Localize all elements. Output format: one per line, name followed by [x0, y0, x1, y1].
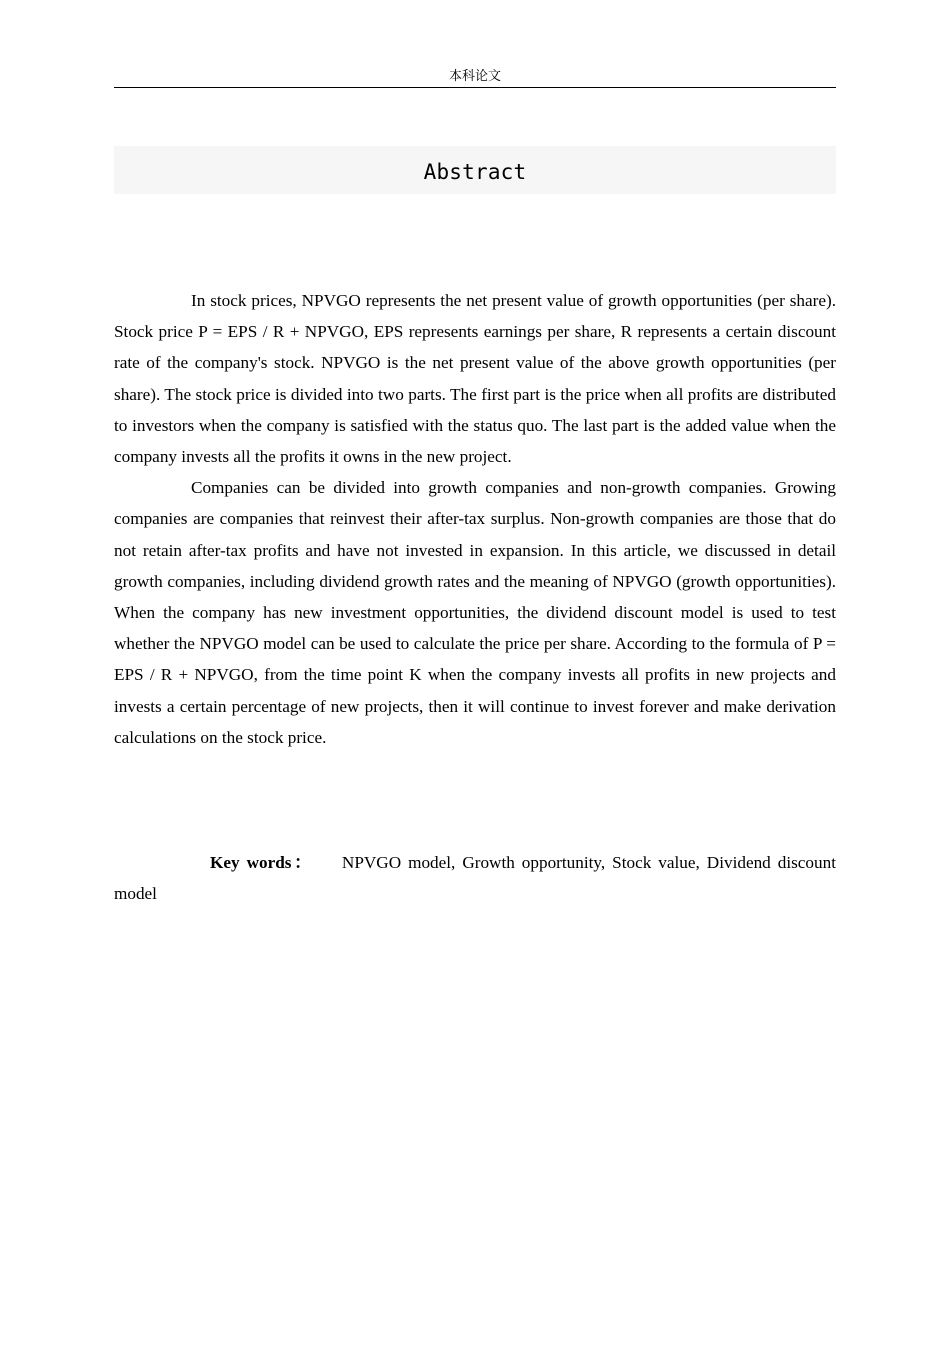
abstract-paragraph-2: Companies can be divided into growth companies and non-growth companies. Growing companies are companies that reinvest their after-tax surplus. Non-growth companies are those that do not retain after-tax profits and have not invested in expansion. In this article, we discussed in detail growth companies, including dividend growth rates and the meaning of NPVGO (growth opportunities). When the company has new investment opportunities, the dividend discount model is used to test whether the NPVGO model can be used to calculate the price per share. According to the formula of P = EPS / R + NPVGO, from the time point K when the company invests all profits in new projects and invests a certain percentage of new projects, then it will continue to invest forever and make derivation calculations on the stock price. [114, 478, 836, 747]
abstract-paragraph-1: In stock prices, NPVGO represents the net present value of growth opportunities (per share). Stock price P = EPS / R + NPVGO, EPS represents earnings per share, R represents a certain discount rate of the company's stock. NPVGO is the net present value of the above growth opportunities (per share). The stock price is divided into two parts. The first part is the price when all profits are distributed to investors when the company is satisfied with the status quo. The last part is the added value when the company invests all the profits it owns in the new project. [114, 291, 836, 467]
keywords-text: NPVGO model, Growth opportunity, Stock value, Dividend discount model [114, 853, 836, 903]
keywords-label: Key words： [210, 853, 314, 872]
keywords-line [114, 847, 836, 909]
abstract-body [114, 285, 836, 753]
abstract-title: Abstract [423, 160, 527, 184]
title-band [114, 146, 836, 194]
header-text: 本科论文 [448, 69, 501, 84]
page-header [114, 67, 836, 88]
